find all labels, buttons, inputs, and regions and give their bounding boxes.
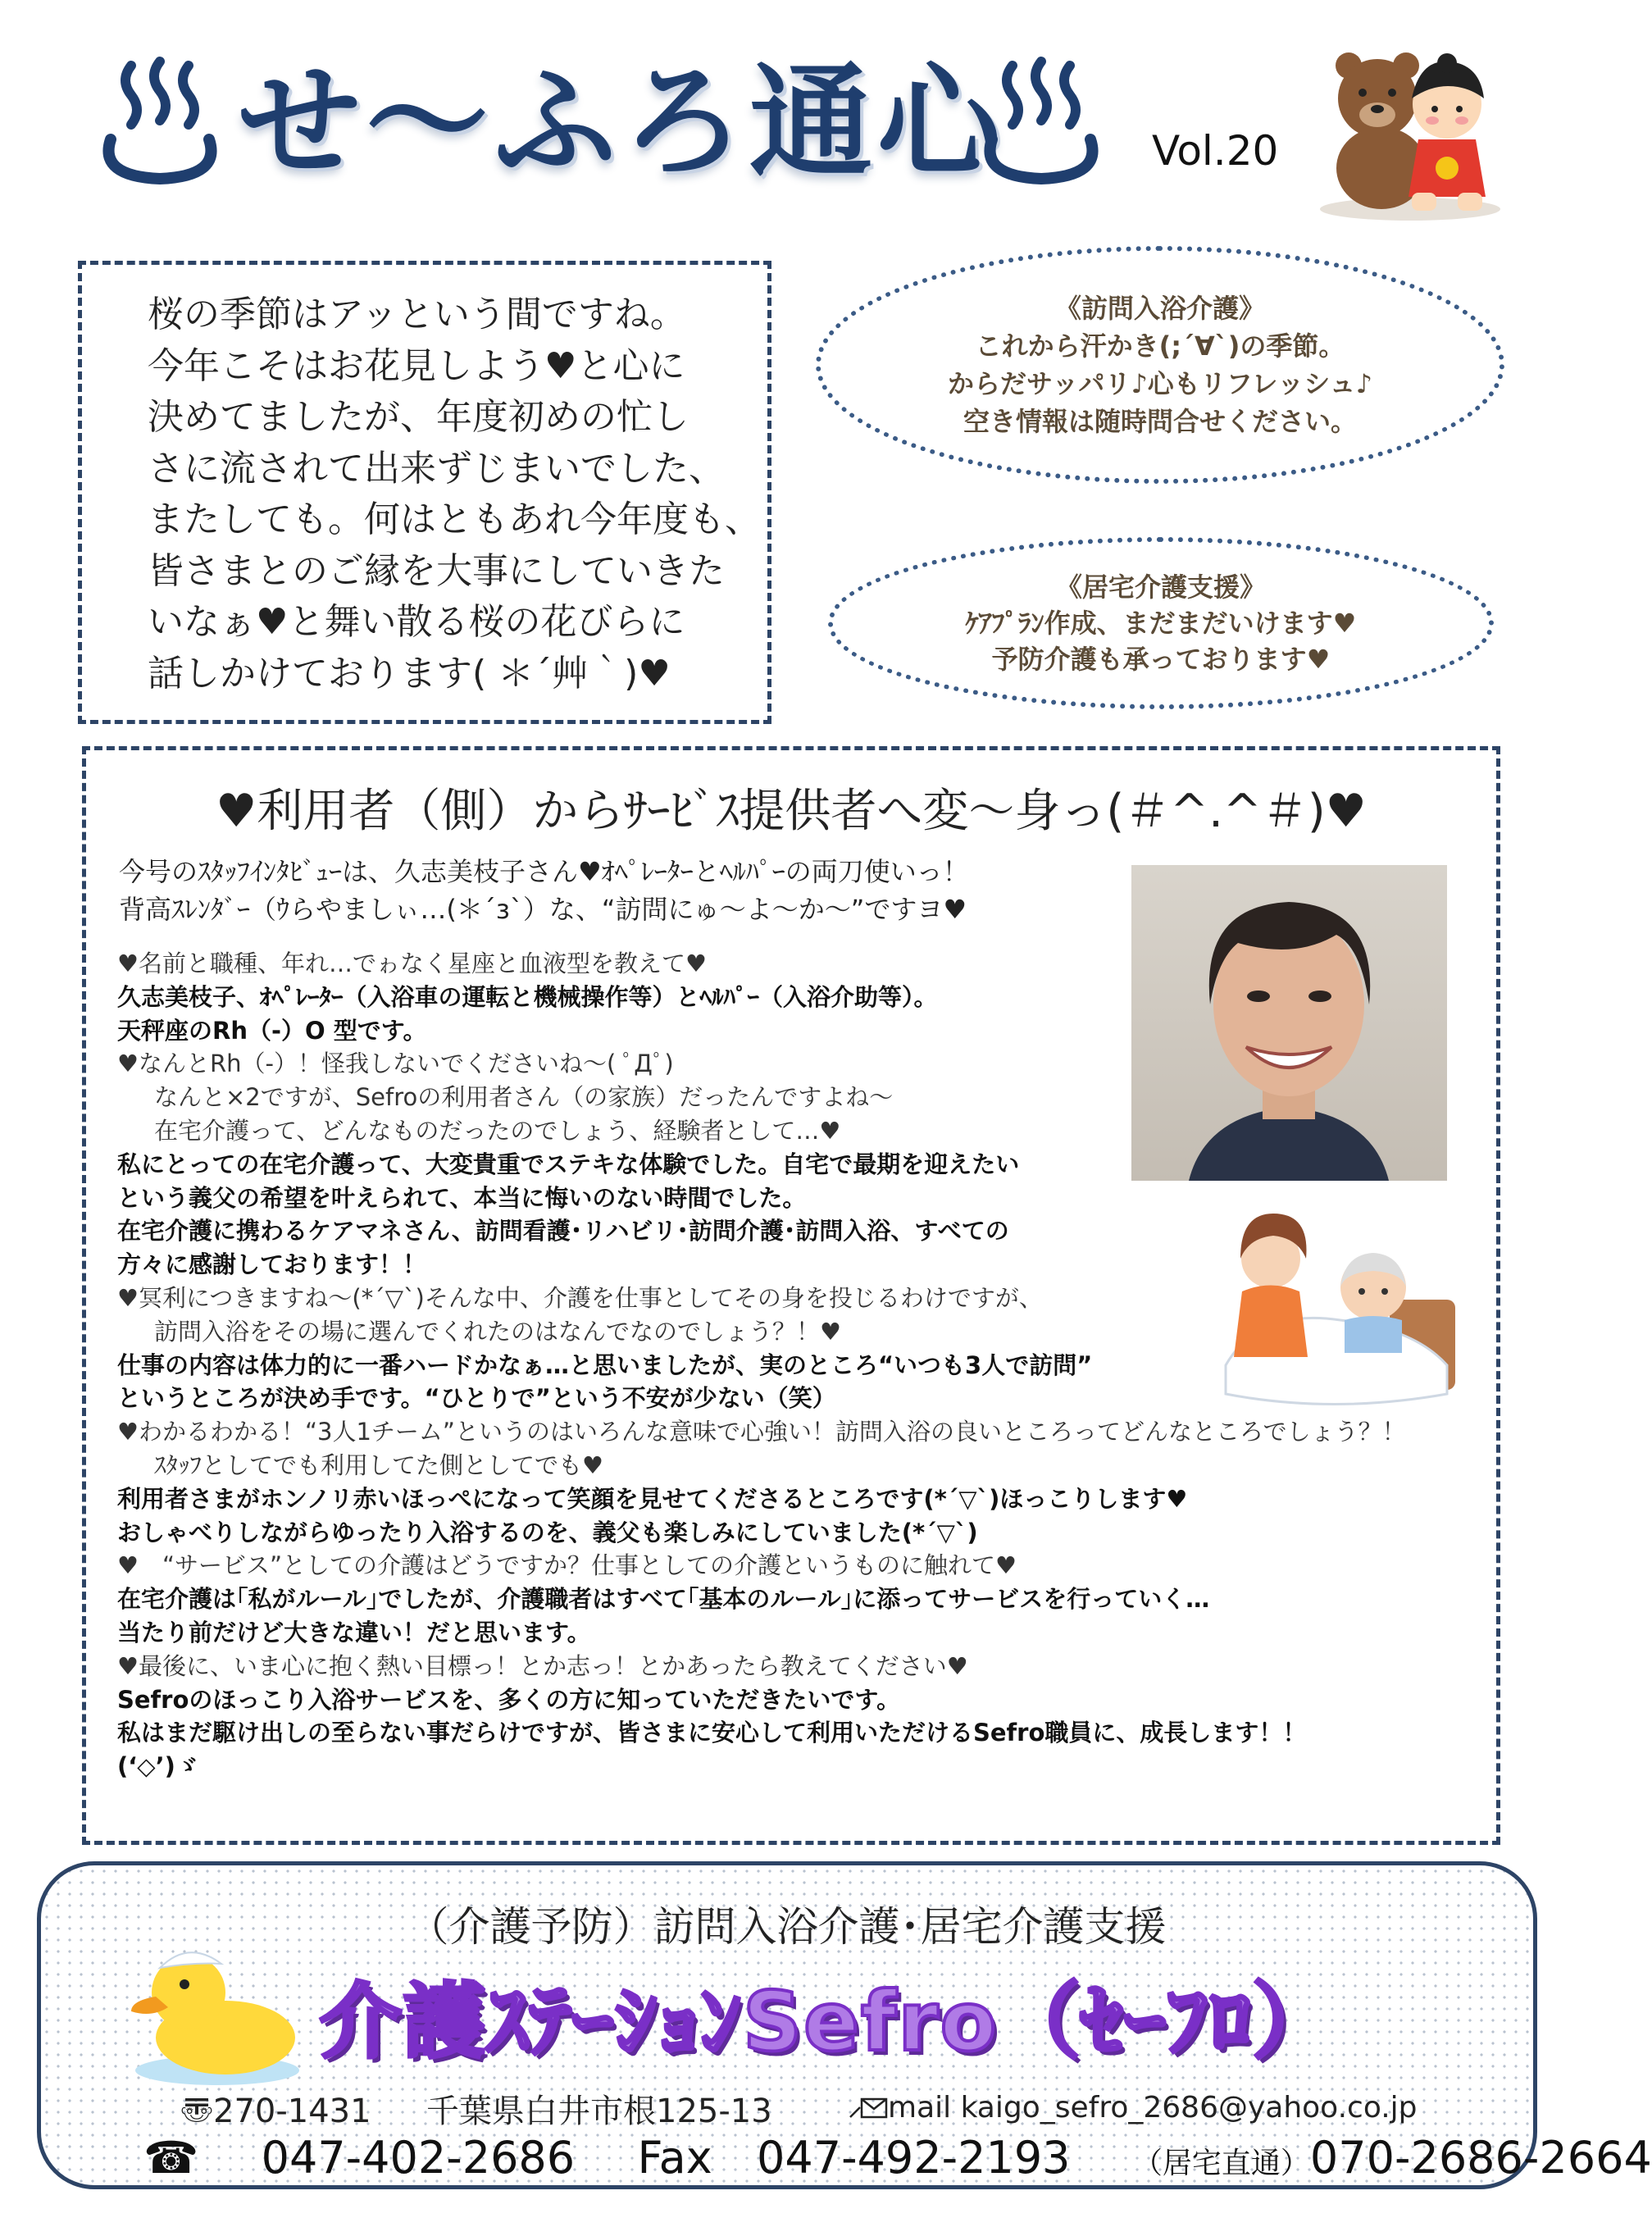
greeting-line: 決めてましたが、年度初めの忙し (148, 396, 689, 438)
greeting-message (148, 289, 761, 699)
bathing-service-notice (816, 246, 1504, 484)
notice-line: 《訪問入浴介護》 (1054, 293, 1265, 324)
greeting-line: 皆さまとのご縁を大事にしていきた (148, 549, 725, 592)
mail-label: mail (888, 2091, 952, 2125)
interview-answer: という義父の希望を叶えられて、本当に悔いのない時間でした。 (117, 1183, 807, 1212)
bear-and-boy-illustration (1312, 45, 1509, 221)
fax-number: 047-492-2193 (757, 2132, 1071, 2184)
postal-code: 270-1431 (213, 2093, 371, 2130)
phone-row (143, 2132, 1652, 2184)
newsletter-title: せ〜ふろ通心 (238, 52, 1006, 194)
interview-answer: 当たり前だけど大きな違い！だと思います。 (117, 1618, 591, 1646)
address: 千葉県白井市根125-13 (426, 2093, 772, 2130)
greeting-box (78, 261, 771, 724)
greeting-line: 話しかけております( ＊´艸｀)♥ (148, 652, 671, 695)
interview-heading: ♥利用者（側）からｻｰﾋﾞｽ提供者へ変〜身っ(＃^.^＃)♥ (216, 785, 1367, 838)
care-support-notice (828, 537, 1494, 709)
contact-footer (37, 1861, 1652, 2189)
interview-answer: おしゃべりしながらゆったり入浴するのを、義父も楽しみにしていました(*´▽`) (117, 1518, 978, 1546)
greeting-line: いなぁ♥と舞い散る桜の花びらに (148, 601, 685, 643)
notice-line: ｹｱﾌﾟﾗﾝ作成、まだまだいけます♥ (965, 608, 1357, 639)
interview-answer: 利用者さまがホンノリ赤いほっぺになって笑顔を見せてくださるところです(*´▽`)ほっこりします♥ (117, 1484, 1188, 1513)
tel-number[interactable]: 047-402-2686 (261, 2132, 576, 2184)
intro-line: 背高ｽﾚﾝﾀﾞｰ（ｳらやましぃ…(＊´з`）な、“訪問にゅ〜よ〜か〜”ですヨ♥ (119, 894, 967, 925)
interview-question: ｽﾀｯﾌとしてでも利用してた側としてでも♥ (154, 1451, 603, 1479)
direct-number[interactable]: 070-2686-2664 (1309, 2132, 1652, 2184)
interview-answer: 仕事の内容は体力的に一番ハードかなぁ…と思いましたが、実のところ“いつも3人で訪問” (117, 1350, 1093, 1379)
interview-answer: 在宅介護に携わるケアマネさん、訪問看護･リハビリ･訪問介護･訪問入浴、すべての (117, 1217, 1009, 1246)
phone-icon: ☎ (143, 2132, 199, 2184)
volume-number: Vol.20 (1152, 127, 1279, 175)
address-row (180, 2085, 772, 2132)
postal-mark-icon: 〠 (180, 2093, 213, 2130)
notice-line: 予防介護も承っております♥ (991, 644, 1331, 675)
interview-answer: Sefroのほっこり入浴サービスを、多くの方に知っていただきたいです。 (117, 1685, 901, 1714)
direct-label: （居宅直通） (1132, 2147, 1310, 2180)
station-name: 介護ｽﾃｰｼｮﾝSefro（ｾｰﾌﾛ） (320, 1974, 1336, 2070)
hot-spring-icon (98, 57, 221, 189)
caregiver-and-elderly-illustration (1209, 1201, 1463, 1427)
interview-answer: 方々に感謝しております！！ (117, 1250, 427, 1279)
interview-question: ♥名前と職種、年れ…でゎなく星座と血液型を教えて♥ (117, 950, 707, 977)
title-area (98, 33, 1107, 221)
greeting-line: さに流されて出来ずじまいでした、 (148, 447, 725, 490)
interview-question: ♥なんとRh（-）！怪我しないでくださいね〜( ﾟДﾟ) (117, 1050, 674, 1078)
notice-line: これから汗かき(;´∀`)の季節。 (975, 330, 1345, 362)
interview-question: ♥冥利につきますね〜(*´▽`)そんな中、介護を仕事としてその身を投じるわけですが、 (117, 1283, 1043, 1312)
intro-line: 今号のｽﾀｯﾌｲﾝﾀﾋﾞｭｰは、久志美枝子さん♥ｵﾍﾟﾚｰﾀｰとﾍﾙﾊﾟｰの両刀使いっ！ (119, 856, 969, 887)
service-list: （介護予防）訪問入浴介護･居宅介護支援 (407, 1903, 1167, 1951)
interview-question: ♥最後に、いま心に抱く熱い目標っ！とか志っ！とかあったら教えてください♥ (117, 1651, 968, 1680)
mail-row (849, 2091, 1418, 2125)
interview-intro (119, 853, 969, 928)
interview-answer: 久志美枝子、ｵﾍﾟﾚｰﾀｰ（入浴車の運転と機械操作等）とﾍﾙﾊﾟｰ（入浴介助等）。 (117, 982, 938, 1011)
greeting-line: またしても。何はともあれ今年度も、 (148, 499, 761, 540)
interview-answer: 私はまだ駆け出しの至らない事だらけですが、皆さまに安心して利用いただけるSefro職員に、成長します！！ (117, 1719, 1307, 1747)
greeting-line: 桜の季節はアッという間ですね。 (148, 294, 686, 335)
notice-line: 《居宅介護支援》 (1055, 572, 1266, 603)
interview-answer: というところが決め手です。“ひとりで”という不安が少ない（笑） (117, 1384, 836, 1413)
mail-icon (849, 2096, 888, 2120)
staff-portrait-photo (1131, 865, 1447, 1181)
interview-question: 在宅介護って、どんなものだったのでしょう、経験者として…♥ (154, 1116, 841, 1145)
notice-line: からだサッパリ♪心もリフレッシュ♪ (948, 368, 1372, 399)
greeting-line: 今年こそはお花見しよう♥と心に (148, 344, 685, 387)
email-address[interactable]: kaigo_sefro_2686@yahoo.co.jp (960, 2091, 1418, 2125)
interview-question: 訪問入浴をその場に選んでくれたのはなんでなのでしょう？！♥ (154, 1317, 841, 1346)
interview-answer: 在宅介護は｢私がルール｣でしたが、介護職者はすべて｢基本のルール｣に添ってサービスを行っていく… (117, 1585, 1210, 1614)
hot-spring-icon (980, 57, 1103, 189)
interview-answer: (‘◇’)ゞ (117, 1752, 199, 1781)
interview-question: ♥わかるわかる！“3人1チーム”というのはいろんな意味で心強い！訪問入浴の良いところってどんなところでしょう？！ (117, 1418, 1406, 1446)
interview-answer: 私にとっての在宅介護って、大変貴重でステキな体験でした。自宅で最期を迎えたい (117, 1150, 1020, 1178)
interview-question: なんと×2ですが、Sefroの利用者さん（の家族）だったんですよね〜 (154, 1083, 894, 1112)
rubber-duck-illustration (127, 1931, 299, 2087)
notice-line: 空き情報は随時問合せください。 (963, 406, 1357, 437)
interview-question: ♥ “サービス”としての介護はどうですか？仕事としての介護というものに触れて♥ (117, 1551, 1017, 1580)
interview-answer: 天秤座のRh（-）O 型です。 (117, 1016, 427, 1045)
fax-label: Fax (637, 2132, 712, 2184)
